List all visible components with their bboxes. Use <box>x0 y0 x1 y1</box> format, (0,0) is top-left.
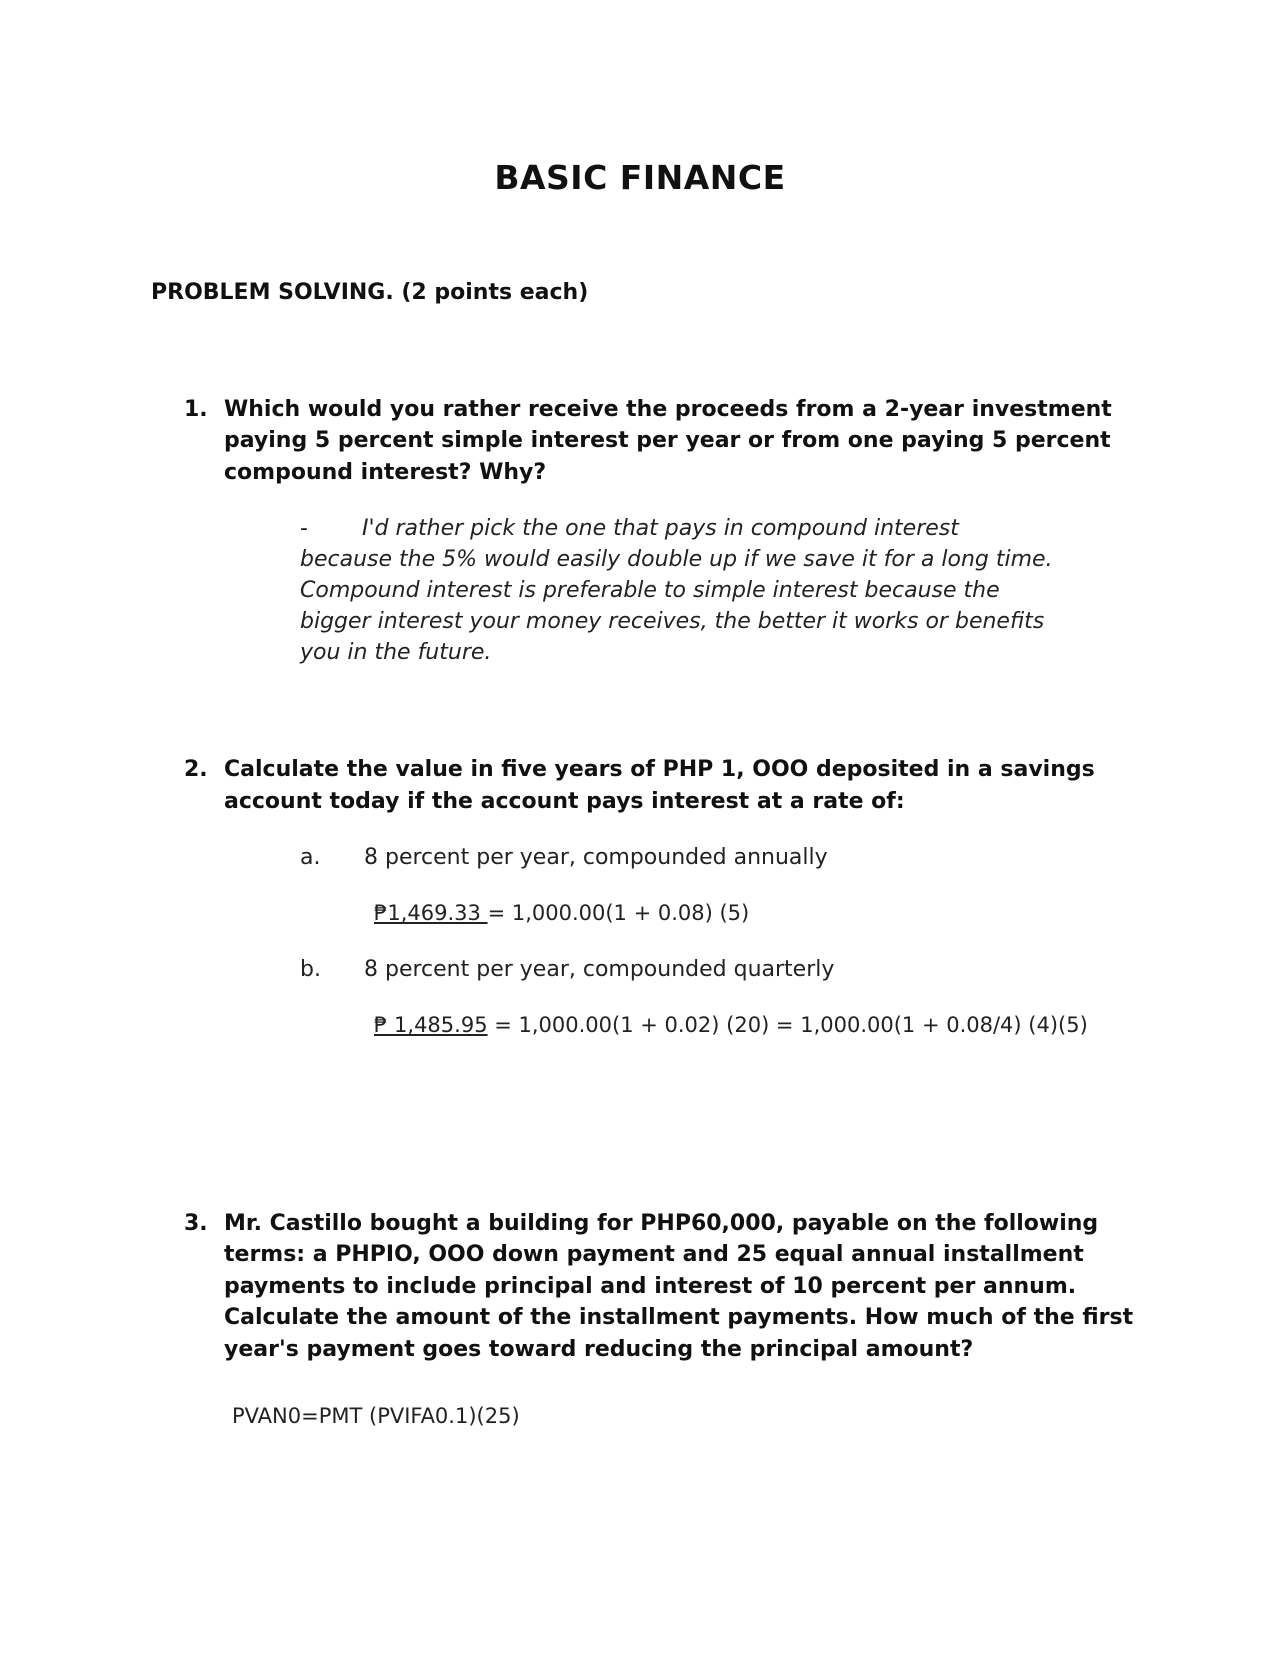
question-3-line: Calculate the amount of the installment payments. How much of the first <box>224 1305 1134 1330</box>
question-1-line: compound interest? Why? <box>224 460 547 485</box>
option-a-text: 8 percent per year, compounded annually <box>364 845 828 870</box>
question-2-number: 2. <box>184 757 208 782</box>
question-2-line: account today if the account pays interest at a rate of: <box>224 789 905 814</box>
answer-3: PVAN0=PMT (PVIFA0.1)(25) <box>232 1404 520 1428</box>
question-3-line: terms: a PHPIO, OOO down payment and 25 equal annual installment <box>224 1242 1084 1267</box>
question-1-line: paying 5 percent simple interest per year or from one paying 5 percent <box>224 428 1111 453</box>
question-3-line: Mr. Castillo bought a building for PHP60,000, payable on the following <box>224 1211 1099 1236</box>
answer-1-line: bigger interest your money receives, the better it works or benefits <box>300 609 1045 634</box>
option-b-answer-value: ₱ 1,485.95 <box>374 1013 488 1037</box>
question-1-number: 1. <box>184 397 208 422</box>
option-b-answer <box>374 1013 1088 1037</box>
question-3-number: 3. <box>184 1211 208 1236</box>
answer-1-dash: - <box>300 516 308 541</box>
question-1-line: Which would you rather receive the proceeds from a 2-year investment <box>224 397 1112 422</box>
option-b-letter: b. <box>300 957 321 982</box>
question-3-line: payments to include principal and interest of 10 percent per annum. <box>224 1274 1077 1299</box>
option-b-answer-formula: = 1,000.00(1 + 0.02) (20) = 1,000.00(1 + 0.08/4) (4)(5) <box>487 1013 1088 1037</box>
answer-1-line: I'd rather pick the one that pays in compound interest <box>362 516 959 541</box>
answer-1-line: you in the future. <box>300 640 492 665</box>
page-title: BASIC FINANCE <box>494 158 786 197</box>
option-a-answer <box>374 901 749 925</box>
section-heading: PROBLEM SOLVING. (2 points each) <box>151 280 589 305</box>
option-b-text: 8 percent per year, compounded quarterly <box>364 957 835 982</box>
option-a-letter: a. <box>300 845 321 870</box>
option-a-answer-formula: = 1,000.00(1 + 0.08) (5) <box>487 901 750 925</box>
question-3-line: year's payment goes toward reducing the principal amount? <box>224 1337 974 1362</box>
option-a-answer-value: ₱1,469.33 <box>374 901 488 925</box>
answer-1-line: Compound interest is preferable to simple interest because the <box>300 578 1000 603</box>
question-2-line: Calculate the value in five years of PHP 1, OOO deposited in a savings <box>224 757 1095 782</box>
answer-1-line: because the 5% would easily double up if we save it for a long time. <box>300 547 1053 572</box>
